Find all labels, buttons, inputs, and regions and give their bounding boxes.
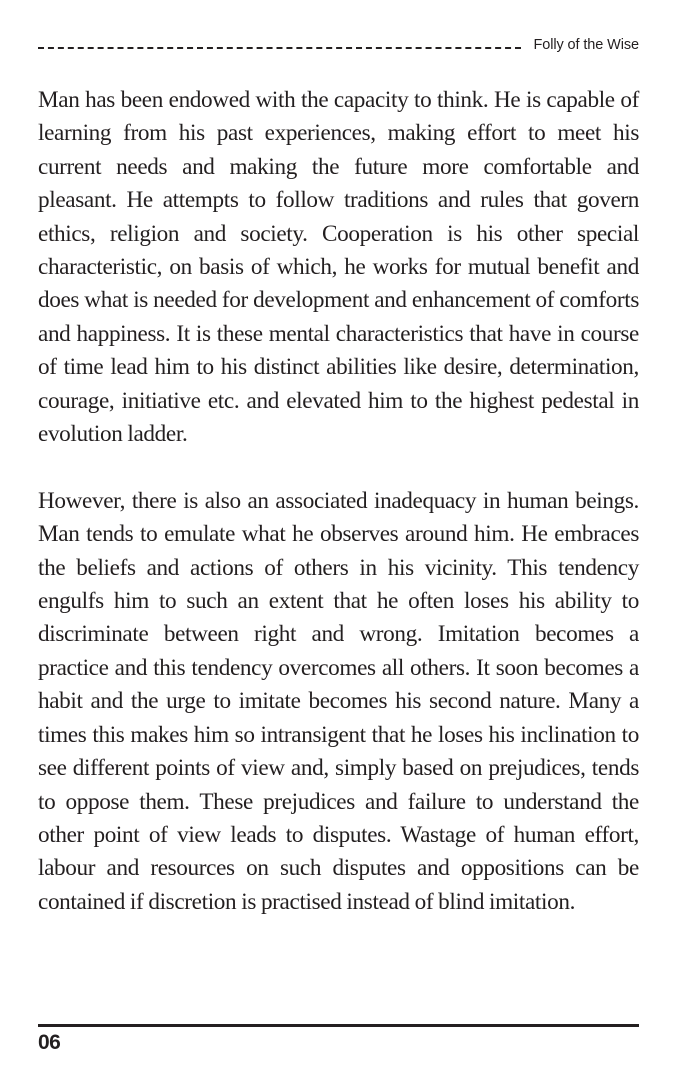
running-title: Folly of the Wise — [533, 37, 639, 53]
header-dashed-rule — [38, 47, 521, 49]
page-number: 06 — [38, 1031, 61, 1054]
footer-rule — [38, 1024, 639, 1027]
running-header — [38, 36, 639, 54]
paragraph: Man has been endowed with the capacity to think. He is capable of learning from his past experiences, making effort to meet his current needs and making the future more comfortable and pleasant. He attempts to follow traditions and rules that govern ethics, religion and society. Cooperation is his other special characteristic, on basis of which, he works for mutual benefit and does what is needed for development and enhancement of comforts and happiness. It is these mental characteristics that have in course of time lead him to his distinct abilities like desire, determination, courage, initiative etc. and elevated him to the highest pedestal in evolution ladder. — [38, 87, 639, 448]
paragraph: However, there is also an associated inadequacy in human beings. Man tends to emulate what he observes around him. He embraces the beliefs and actions of others in his vicinity. This tendency engulfs him to such an extent that he often loses his ability to discriminate between right and wrong. Imitation becomes a practice and this tendency overcomes all others. It soon becomes a habit and the urge to imitate becomes his second nature. Many a times this makes him so intransigent that he loses his inclination to see different points of view and, simply based on prejudices, tends to oppose them. These prejudices and failure to understand the other point of view leads to disputes. Wastage of human effort, labour and resources on such disputes and oppositions can be contained if discretion is practised instead of blind imitation. — [38, 487, 639, 915]
page-body — [38, 84, 639, 953]
